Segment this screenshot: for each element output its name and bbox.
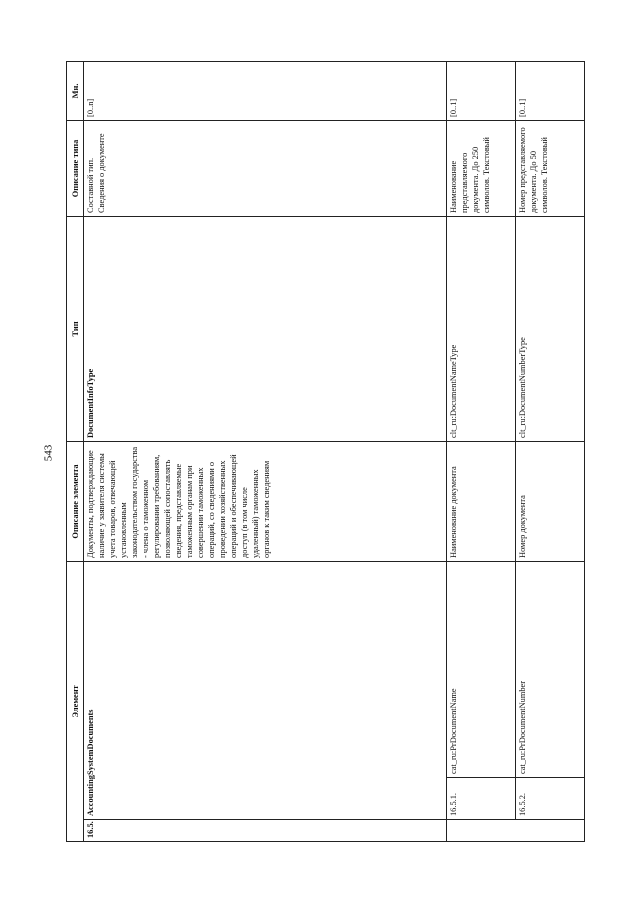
element-name: AccountingSystemDocuments xyxy=(84,561,447,819)
header-type-desc: Описание типа xyxy=(67,120,84,216)
table-row xyxy=(84,61,447,841)
element-description: Документы, подтверждающие наличие у заявителя системы учета товаров, отвечающей установленным законодательством государства - члена о таможенном регулировании требованиям, позволяющей сопоставлять сведения, представляемые таможенным органам при совершении таможенных операций, со сведениями о проведении хозяйственных операций и обеспечивающей доступ (в том числе удаленный) таможенных органов к таким сведениям xyxy=(84,441,447,561)
header-element-desc: Описание элемента xyxy=(67,441,84,561)
page-number: 543 xyxy=(42,444,54,462)
table-wrapper xyxy=(66,62,578,842)
rotated-page xyxy=(66,62,578,842)
element-description: Наименование документа xyxy=(447,441,516,561)
header-mult: Мн. xyxy=(67,61,84,120)
header-element: Элемент xyxy=(67,561,84,841)
table-row xyxy=(447,61,516,841)
row-number: 16.5. xyxy=(84,820,447,842)
multiplicity: [0..1] xyxy=(447,61,516,120)
multiplicity: [0..1] xyxy=(516,61,585,120)
element-type: clt_ru:DocumentNameType xyxy=(447,216,516,441)
sub-row-number: 16.5.2. xyxy=(516,778,585,820)
row-number-empty xyxy=(447,820,585,842)
multiplicity: [0..n] xyxy=(84,61,447,120)
type-description: Составной тип. Сведения о документе xyxy=(84,120,447,216)
element-description: Номер документа xyxy=(516,441,585,561)
table-header-row xyxy=(67,61,84,841)
table-row xyxy=(516,61,585,841)
element-type: DocumentInfoType xyxy=(84,216,447,441)
element-type: clt_ru:DocumentNumberType xyxy=(516,216,585,441)
element-name: cat_ru:PrDocumentNumber xyxy=(516,561,585,777)
sub-row-number: 16.5.1. xyxy=(447,778,516,820)
element-name: cat_ru:PrDocumentName xyxy=(447,561,516,777)
header-type: Тип xyxy=(67,216,84,441)
spec-table xyxy=(66,61,585,842)
type-description: Номер представляемого документа. До 50 символов. Текстовый xyxy=(516,120,585,216)
type-description: Наименование представляемого документа. До 250 символов. Текстовый xyxy=(447,120,516,216)
